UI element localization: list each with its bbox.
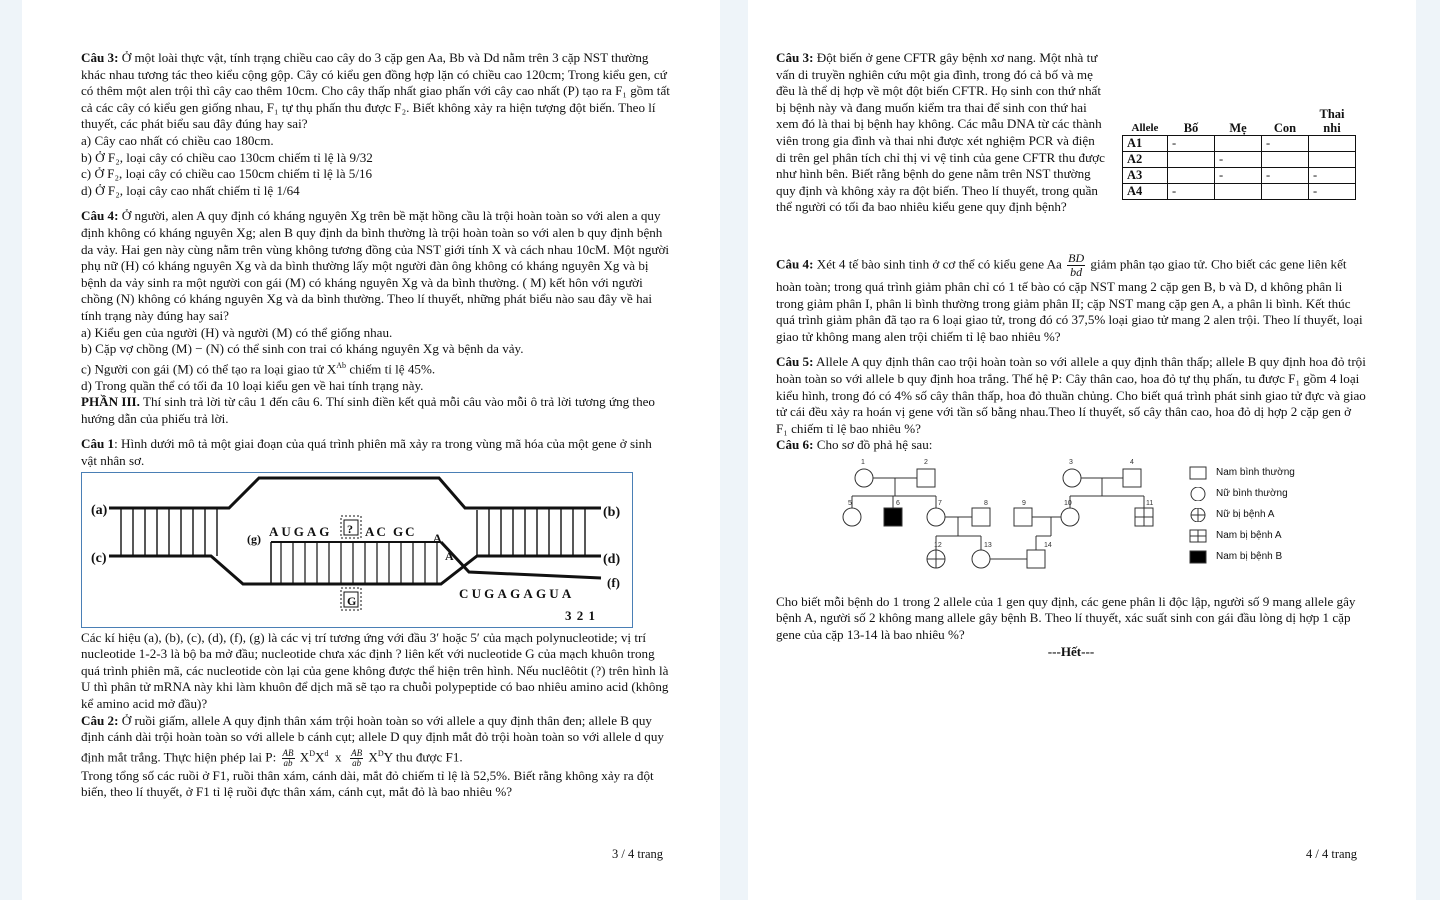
- table-cell: -: [1309, 168, 1356, 184]
- statement-a: a) Cây cao nhất có chiều cao 180cm.: [81, 132, 274, 148]
- pedigree-legend: [1188, 466, 1295, 571]
- fraction-numerator: AB: [282, 747, 294, 758]
- question-4-left: [81, 208, 671, 324]
- page-4: [748, 0, 1416, 900]
- person-number: 11: [1146, 499, 1154, 507]
- superscript: d: [324, 748, 329, 758]
- fraction-numerator: BD: [1068, 250, 1085, 265]
- statement-c-text: c) Người con gái (M) có thể tạo ra loại giao tử X: [81, 361, 337, 377]
- label-d: (d): [603, 551, 621, 567]
- table-row: [1123, 152, 1356, 168]
- table-cell: [1215, 184, 1262, 200]
- chrom-x: X: [296, 749, 310, 765]
- question-label: Câu 5:: [776, 354, 814, 370]
- end-marker: ---Hết---: [1047, 643, 1095, 659]
- question-6-right: [776, 437, 1366, 454]
- question-label: Câu 1: [81, 436, 115, 452]
- legend-item: [1188, 466, 1295, 480]
- mrna-seq-part1: AUGAG: [269, 523, 333, 539]
- table-cell: A3: [1123, 168, 1168, 184]
- legend-item: [1188, 550, 1295, 564]
- table-cell: [1309, 136, 1356, 152]
- table-cell: -: [1168, 184, 1215, 200]
- question-3-left: [81, 50, 671, 133]
- genotype-fraction-1: [282, 749, 295, 768]
- table-cell: [1262, 184, 1309, 200]
- table-row: [1123, 168, 1356, 184]
- mrna-seq-a1: A: [433, 530, 442, 545]
- table-cell: -: [1215, 168, 1262, 184]
- codon-positions: 3 2 1: [565, 607, 596, 623]
- table-header: Con: [1273, 121, 1297, 135]
- mrna-seq-part2: AC GC: [365, 523, 417, 539]
- fraction-denominator: ab: [283, 757, 293, 768]
- question-text: : Hình dưới mô tả một giai đoạn của quá trình phiên mã xảy ra trong vùng mã hóa của một gene ở sinh vật nhân sơ.: [81, 436, 652, 469]
- person-number: 6: [896, 499, 900, 507]
- question-text: Xét 4 tế bào sinh tinh ở cơ thể có kiểu gene Aa: [813, 256, 1066, 272]
- legend-label: Nam bình thường: [1216, 466, 1295, 478]
- male-disease-a-icon: [1188, 529, 1208, 543]
- cross-symbol: x: [328, 749, 349, 765]
- question-3-right: [776, 50, 1108, 216]
- part-text: Thí sinh trả lời từ câu 1 đến câu 6. Thí sinh điền kết quả mỗi câu vào mỗi ô trả lời tương ứng theo hướng dẫn của phiếu trả lời.: [81, 394, 655, 426]
- table-cell: [1168, 152, 1215, 168]
- table-row: [1123, 136, 1356, 152]
- statement-c-text-end: chiếm tỉ lệ 45%.: [346, 361, 436, 377]
- question-label: Câu 3:: [776, 50, 814, 65]
- label-g: (g): [247, 531, 261, 546]
- person-number: 1: [861, 458, 865, 466]
- table-header: Bố: [1183, 121, 1199, 135]
- question-2-continued: Trong tổng số các ruồi ở F1, ruồi thân xám, cánh dài, mắt đỏ chiếm tỉ lệ là 52,5%. Biết rằng không xảy ra đột biến, theo lí thuyết, ở F1 tỉ lệ ruồi đực thân xám, cánh cụt, mắt đỏ là bao nhiêu %?: [81, 767, 654, 800]
- person-number: 12: [934, 541, 942, 549]
- transcription-figure: [81, 472, 633, 628]
- genotype-fraction-2: [350, 749, 363, 768]
- legend-label: Nữ bị bệnh A: [1216, 508, 1275, 520]
- question-text: Ở người, alen A quy định có kháng nguyên Xg trên bề mặt hồng cầu là trội hoàn toàn so với alen a quy định không có kháng nguyên Xg; alen B quy định da bình thường là trội hoàn toàn so với alen b quy định bệnh da vảy. Hai gen này cùng nằm trên vùng không tương đồng của NST giới tính X và cách nhau 10cM. Một người phụ nữ (H) có kháng nguyên Xg và da bình thường lấy một người đàn ông không có kháng nguyên Xg và bị bệnh da vảy sinh ra một người con gái (M) có kháng nguyên Xg và da bình thường. ( M) kết hôn với người chồng (N) không có kháng nguyên Xg và da bình thường. Theo lí thuyết, những phát biểu nào sau đây về hai tính trạng này đúng hay sai?: [81, 208, 670, 323]
- question-text: Ở một loài thực vật, tính trạng chiều cao cây do 3 cặp gen Aa, Bb và Dd nằm trên 3 cặp NST thường khác nhau tương tác theo kiểu cộng gộp. Cây có kiểu gen đồng hợp lặn có chiều cao 120cm; Trong kiểu gen, cứ có thêm một alen trội thì cây cao thêm 10cm. Cho cây thấp nhất giao phấn với cây cao nhất (P) tạo ra F₁ gồm tất cả các cây có kiểu gen giống nhau, F₁ tự thụ phấn thu được F₂. Biết không xảy ra hiện tượng đột biến. Theo lí thuyết, các phát biểu sau đây đúng hay sai?: [81, 50, 670, 132]
- question-text: Ở ruồi giấm, allele A quy định thân xám trội hoàn toàn so với allele a quy định thân đen; allele B quy định cánh dài trội hoàn toàn so với allele b cánh cụt; allele D quy định mắt đỏ trội hoàn toàn so với allele d quy định mắt trắng. Thực hiện phép lai P:: [81, 712, 664, 765]
- fraction-numerator: AB: [351, 747, 363, 758]
- statement-b: b) Ở F₂, loại cây có chiều cao 130cm chiếm tỉ lệ là 9/32: [81, 149, 373, 165]
- table-row: [1123, 184, 1356, 200]
- pedigree-block: [776, 458, 1366, 588]
- normal-male-icon: [1188, 466, 1208, 480]
- statement-d: d) Ở F₂, loại cây cao nhất chiếm tỉ lệ 1/64: [81, 182, 300, 198]
- part-label: PHẦN III.: [81, 394, 140, 410]
- person-number: 14: [1044, 541, 1052, 549]
- genotype-fraction: [1067, 252, 1085, 279]
- mrna-seq-a2: A: [445, 548, 454, 563]
- statement-d: d) Trong quần thể có tối đa 10 loại kiểu gen về hai tính trạng này.: [81, 377, 424, 393]
- electrophoresis-table: [1122, 105, 1356, 200]
- person-number: 10: [1064, 499, 1072, 507]
- question-1-continued: Các kí hiệu (a), (b), (c), (d), (f), (g) là các vị trí tương ứng với đầu 3′ hoặc 5′ của mạch polynucleotide; vị trí nucleotide 1-2-3 là bộ ba mở đầu; nucleotide chưa xác định ? liên kết với nucleotide G của mạch khuôn trong quá trình phiên mã, các nucleotide còn lại của gene không được thể hiện trên hình. Nếu nuclêôtit (?) trên hình là U thì phân tử mRNA này khi làm khuôn để dịch mã sẽ tạo ra chuỗi polypeptide có bao nhiêu amino acid (không kể amino acid mở đầu)?: [81, 629, 669, 711]
- template-seq: CUGAGAGUA: [459, 585, 575, 601]
- legend-item: [1188, 508, 1295, 522]
- person-number: 5: [848, 499, 852, 507]
- superscript: D: [309, 748, 316, 758]
- chrom-x: X: [365, 749, 378, 765]
- question-label: Câu 3:: [81, 50, 119, 65]
- person-number: 2: [924, 458, 928, 466]
- question-text-end: giảm phân tạo giao tử. Cho biết các gene liên kết hoàn toàn; trong quá trình giảm phân chỉ có 1 tế bào có cặp NST mang 2 cặp gen B, b và D, d không phân li trong giảm phân I, phân li bình thường trong giảm phân II; cặp NST mang cặp gen A, a phân li bình. Kết thúc quá trình giảm phân đã tạo ra 6 loại giao tử, trong đó có 37,5% loại giao tử mang 2 alen trội. Theo lí thuyết, loại giao tử không mang alen trội chiếm tỉ lệ bao nhiêu %?: [776, 256, 1363, 344]
- superscript: Ab: [336, 360, 347, 370]
- question-4-right: [776, 252, 1366, 345]
- question-5-right: [776, 354, 1366, 437]
- question-label: Câu 6:: [776, 437, 814, 453]
- legend-item: [1188, 487, 1295, 501]
- table-cell: -: [1262, 136, 1309, 152]
- person-number: 7: [938, 499, 942, 507]
- table-header: Thai nhi: [1319, 107, 1345, 135]
- page-4-content: [776, 50, 1366, 660]
- label-b: (b): [603, 504, 621, 520]
- page-number: 3 / 4 trang: [612, 847, 664, 861]
- part-3-instructions: [81, 394, 671, 427]
- question-label: Câu 4:: [81, 208, 119, 224]
- page-3-content: [81, 50, 671, 801]
- statement-b: b) Cặp vợ chồng (M) − (N) có thể sinh con trai có kháng nguyên Xg và bệnh da vảy.: [81, 341, 524, 357]
- legend-label: Nam bị bệnh B: [1216, 550, 1283, 562]
- person-number: 8: [984, 499, 988, 507]
- unknown-nucleotide: ?: [347, 521, 353, 536]
- legend-item: [1188, 529, 1295, 543]
- page-3: [22, 0, 720, 900]
- label-c: (c): [91, 550, 107, 566]
- pedigree-chart: [826, 458, 1216, 588]
- superscript: D: [377, 748, 384, 758]
- statement-a: a) Kiểu gen của người (H) và người (M) có thể giống nhau.: [81, 324, 393, 340]
- table-cell: [1168, 168, 1215, 184]
- table-cell: -: [1309, 184, 1356, 200]
- question-text: Allele A quy định thân cao trội hoàn toàn so với allele a quy định thân thấp; allele B quy định hoa đỏ trội hoàn toàn so với allele b quy định hoa trắng. Thế hệ P: Cây thân cao, hoa đỏ tự thụ phấn, tu được F₁ gồm 4 loại kiểu hình, trong đó có 4% số cây thân thấp, hoa đỏ thuần chủng. Cho biết quá trình phát sinh giao tử đực và giao tử cái đều xảy ra hoán vị gene với tần số bằng nhau.Theo lí thuyết, số cây thân cao, hoa đỏ dị hợp 2 cặp gen ở F₁ chiếm tỉ lệ bao nhiêu %?: [776, 354, 1366, 436]
- person-number: 3: [1069, 458, 1073, 466]
- legend-label: Nữ bình thường: [1216, 487, 1288, 499]
- statement-c: [81, 358, 671, 378]
- table-cell: A1: [1123, 136, 1168, 152]
- question-2-left: [81, 713, 671, 768]
- table-cell: A2: [1123, 152, 1168, 168]
- page-number: 4 / 4 trang: [1306, 847, 1358, 861]
- chrom-y-text: Y thu được F1.: [383, 749, 463, 765]
- male-disease-b-icon: [1188, 550, 1208, 564]
- normal-female-icon: [1188, 487, 1208, 501]
- template-g: G: [347, 593, 357, 608]
- question-1-left: [81, 436, 671, 469]
- table-cell: [1262, 152, 1309, 168]
- table-header: Allele: [1131, 122, 1159, 134]
- question-label: Câu 4:: [776, 256, 814, 272]
- fraction-denominator: bd: [1070, 264, 1083, 279]
- label-f: (f): [607, 574, 620, 590]
- table-cell: -: [1168, 136, 1215, 152]
- question-text: Cho sơ đồ phả hệ sau:: [813, 437, 933, 453]
- person-number: 4: [1130, 458, 1134, 466]
- question-3-right-block: [776, 50, 1366, 216]
- female-disease-a-icon: [1188, 508, 1208, 522]
- statement-c: c) Ở F₂, loại cây có chiều cao 150cm chiếm tỉ lệ là 5/16: [81, 166, 373, 182]
- table-cell: -: [1215, 152, 1262, 168]
- person-number: 9: [1022, 499, 1026, 507]
- table-header: Mẹ: [1229, 121, 1247, 135]
- question-label: Câu 2:: [81, 712, 119, 728]
- table-cell: A4: [1123, 184, 1168, 200]
- label-a: (a): [91, 502, 108, 518]
- question-6-continued: Cho biết mỗi bệnh do 1 trong 2 allele của 1 gen quy định, các gene phân li độc lập, người số 9 mang allele gây bệnh A, người số 2 không mang allele gây bệnh B. Theo lí thuyết, xác suất sinh con gái đầu lòng dị hợp 1 cặp gene của cặp 13-14 là bao nhiêu %?: [776, 593, 1356, 643]
- table-cell: -: [1262, 168, 1309, 184]
- question-text: Đột biến ở gene CFTR gây bệnh xơ nang. Một nhà tư vấn di truyền nghiên cứu một gia đình, trong đó cả bố và mẹ đều là thể dị hợp về một đột biến CFTR. Họ sinh con thứ nhất bị bệnh này và đang muốn kiểm tra thai để sinh con thứ hai xem đó là thai bị bệnh hay không. Các mẫu DNA từ các thành viên trong gia đình và thai nhi được xét nghiệm PCR và điện di trên gel phân tích chỉ thị vi vệ tinh của gene CFTR thu được như hình bên. Biết rằng bệnh do gene nằm trên NST thường quy định và không xảy ra đột biến. Theo lí thuyết, trong quần thể người có tối đa bao nhiêu kiểu gene quy định bệnh?: [776, 50, 1105, 215]
- legend-label: Nam bị bệnh A: [1216, 529, 1282, 541]
- chrom-x: X: [315, 749, 325, 765]
- table-cell: [1215, 136, 1262, 152]
- table-cell: [1309, 152, 1356, 168]
- fraction-denominator: ab: [352, 757, 362, 768]
- person-number: 13: [984, 541, 992, 549]
